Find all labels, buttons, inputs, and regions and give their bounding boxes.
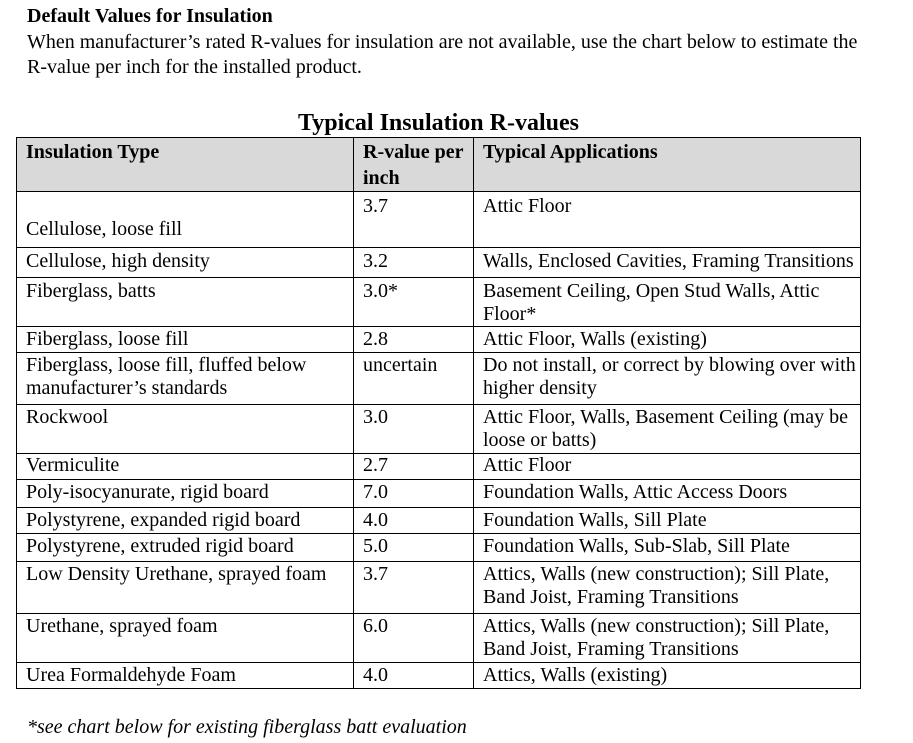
cell-typical-applications: Attic Floor, Walls, Basement Ceiling (may be loose or batts)	[474, 405, 861, 454]
cell-typical-applications: Foundation Walls, Attic Access Doors	[474, 480, 861, 508]
cell-r-value: 3.0	[354, 405, 474, 454]
cell-insulation-type: Urea Formaldehyde Foam	[17, 663, 354, 689]
cell-r-value: 2.8	[354, 327, 474, 353]
cell-r-value: 3.7	[354, 562, 474, 614]
table-row	[17, 562, 861, 614]
table-row	[17, 614, 861, 663]
r-values-table	[16, 137, 861, 689]
cell-insulation-type: Vermiculite	[17, 454, 354, 480]
cell-insulation-type: Rockwool	[17, 405, 354, 454]
table-row	[17, 327, 861, 353]
table-row	[17, 353, 861, 405]
cell-r-value: 3.0*	[354, 278, 474, 327]
table-row	[17, 248, 861, 278]
cell-insulation-type: Urethane, sprayed foam	[17, 614, 354, 663]
table-title: Typical Insulation R-values	[298, 110, 579, 136]
cell-insulation-type: Cellulose, loose fill	[17, 192, 354, 248]
table-row	[17, 192, 861, 248]
header-insulation-type: Insulation Type	[17, 138, 354, 192]
footnote: *see chart below for existing fiberglass batt evaluation	[27, 716, 467, 738]
cell-typical-applications: Attic Floor	[474, 192, 861, 248]
cell-insulation-type: Polystyrene, expanded rigid board	[17, 508, 354, 534]
cell-insulation-type: Poly-isocyanurate, rigid board	[17, 480, 354, 508]
header-r-value: R-value per inch	[354, 138, 474, 192]
cell-r-value: 2.7	[354, 454, 474, 480]
cell-typical-applications: Attics, Walls (new construction); Sill Plate, Band Joist, Framing Transitions	[474, 562, 861, 614]
cell-typical-applications: Attic Floor, Walls (existing)	[474, 327, 861, 353]
table-row	[17, 480, 861, 508]
cell-r-value: 7.0	[354, 480, 474, 508]
table-row	[17, 508, 861, 534]
cell-typical-applications: Do not install, or correct by blowing over with higher density	[474, 353, 861, 405]
cell-r-value: 4.0	[354, 663, 474, 689]
section-heading: Default Values for Insulation	[27, 5, 273, 27]
table-header-row	[17, 138, 861, 192]
cell-typical-applications: Attics, Walls (existing)	[474, 663, 861, 689]
cell-insulation-type: Cellulose, high density	[17, 248, 354, 278]
intro-paragraph: When manufacturer’s rated R-values for insulation are not available, use the chart below to estimate the R-value per inch for the installed product.	[27, 31, 858, 78]
cell-r-value: 6.0	[354, 614, 474, 663]
cell-r-value: uncertain	[354, 353, 474, 405]
cell-insulation-type: Fiberglass, loose fill, fluffed below manufacturer’s standards	[17, 353, 354, 405]
cell-typical-applications: Attics, Walls (new construction); Sill Plate, Band Joist, Framing Transitions	[474, 614, 861, 663]
header-typical-applications: Typical Applications	[474, 138, 861, 192]
cell-typical-applications: Foundation Walls, Sub-Slab, Sill Plate	[474, 534, 861, 562]
cell-r-value: 5.0	[354, 534, 474, 562]
cell-typical-applications: Basement Ceiling, Open Stud Walls, Attic Floor*	[474, 278, 861, 327]
cell-insulation-type: Low Density Urethane, sprayed foam	[17, 562, 354, 614]
cell-insulation-type: Fiberglass, loose fill	[17, 327, 354, 353]
cell-r-value: 3.2	[354, 248, 474, 278]
cell-insulation-type: Fiberglass, batts	[17, 278, 354, 327]
table-row	[17, 278, 861, 327]
cell-insulation-type: Polystyrene, extruded rigid board	[17, 534, 354, 562]
cell-typical-applications: Walls, Enclosed Cavities, Framing Transitions	[474, 248, 861, 278]
cell-r-value: 3.7	[354, 192, 474, 248]
table-row	[17, 534, 861, 562]
cell-typical-applications: Foundation Walls, Sill Plate	[474, 508, 861, 534]
cell-typical-applications: Attic Floor	[474, 454, 861, 480]
table-body	[17, 192, 861, 689]
table-row	[17, 405, 861, 454]
cell-r-value: 4.0	[354, 508, 474, 534]
table-row	[17, 454, 861, 480]
table-row	[17, 663, 861, 689]
